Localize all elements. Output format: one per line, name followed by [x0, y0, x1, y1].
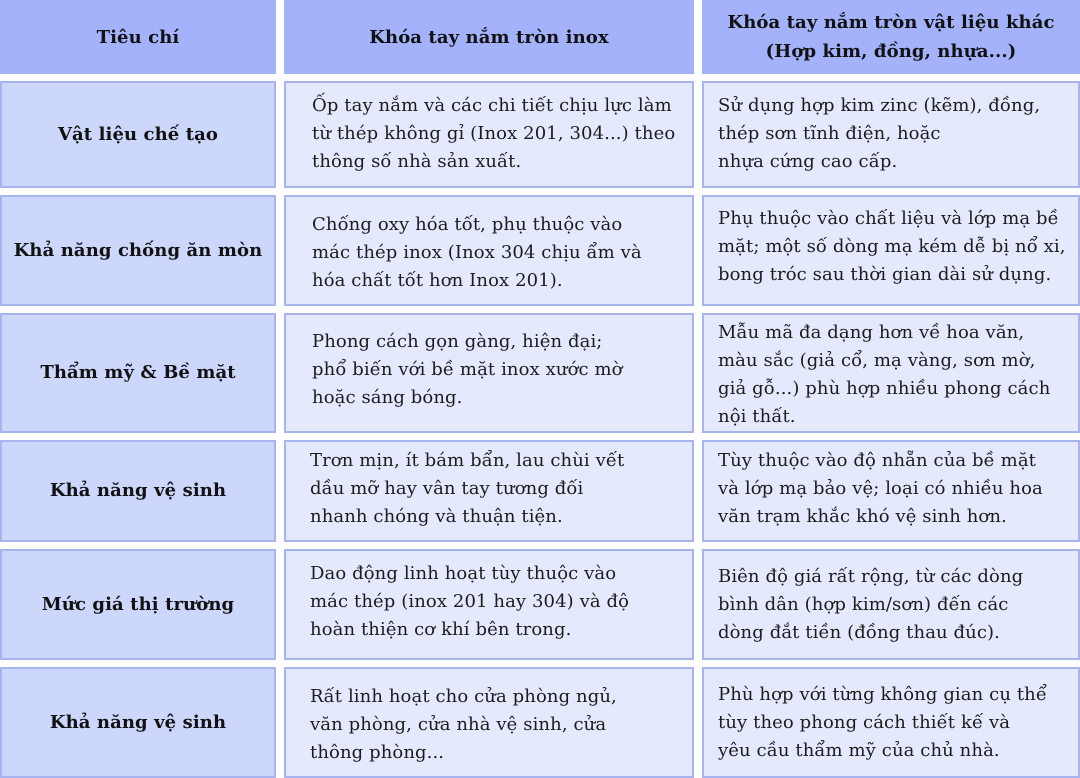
header-inox-label: Khóa tay nắm tròn inox: [369, 26, 609, 48]
header-other-label: Khóa tay nắm tròn vật liệu khác (Hợp kim, đồng, nhựa...): [727, 12, 1055, 62]
row-1-criterion: [0, 81, 276, 188]
row-2-criterion-label: Khả năng chống ăn mòn: [13, 239, 263, 261]
row-6-criterion: [0, 667, 276, 778]
row-5-criterion-label: Mức giá thị trường: [41, 593, 235, 615]
row-6-inox: Rất linh hoạt cho cửa phòng ngủ, văn phòng, cửa nhà vệ sinh, cửa thông phòng...: [284, 667, 694, 778]
row-6-other: Phù hợp với từng không gian cụ thể tùy theo phong cách thiết kế và yêu cầu thẩm mỹ của chủ nhà.: [702, 667, 1080, 778]
row-4-inox: Trơn mịn, ít bám bẩn, lau chùi vết dầu mỡ hay vân tay tương đối nhanh chóng và thuận tiện.: [284, 440, 694, 542]
row-3-criterion: [0, 313, 276, 433]
row-4-other: Tùy thuộc vào độ nhẵn của bề mặt và lớp mạ bảo vệ; loại có nhiều hoa văn trạm khắc khó vệ sinh hơn.: [702, 440, 1080, 542]
row-2-inox: Chống oxy hóa tốt, phụ thuộc vào mác thép inox (Inox 304 chịu ẩm và hóa chất tốt hơn Inox 201).: [284, 195, 694, 306]
row-5-other: Biên độ giá rất rộng, từ các dòng bình dân (hợp kim/sơn) đến các dòng đắt tiền (đồng thau đúc).: [702, 549, 1080, 660]
row-6-criterion-label: Khả năng vệ sinh: [49, 711, 227, 733]
row-4-criterion: [0, 440, 276, 542]
row-1-criterion-label: Vật liệu chế tạo: [57, 123, 219, 145]
row-1-inox: Ốp tay nắm và các chi tiết chịu lực làm từ thép không gỉ (Inox 201, 304...) theo thông số nhà sản xuất.: [284, 81, 694, 188]
header-other-materials: [702, 0, 1080, 74]
header-inox: [284, 0, 694, 74]
row-3-inox: Phong cách gọn gàng, hiện đại; phổ biến với bề mặt inox xước mờ hoặc sáng bóng.: [284, 313, 694, 433]
row-4-criterion-label: Khả năng vệ sinh: [49, 480, 227, 501]
row-3-other: Mẫu mã đa dạng hơn về hoa văn, màu sắc (giả cổ, mạ vàng, sơn mờ, giả gỗ...) phù hợp nhiều phong cách nội thất.: [702, 313, 1080, 433]
row-2-criterion: [0, 195, 276, 306]
row-5-inox: Dao động linh hoạt tùy thuộc vào mác thép (inox 201 hay 304) và độ hoàn thiện cơ khí bên trong.: [284, 549, 694, 660]
row-2-other: Phụ thuộc vào chất liệu và lớp mạ bề mặt; một số dòng mạ kém dễ bị nổ xi, bong tróc sau thời gian dài sử dụng.: [702, 195, 1080, 306]
row-5-criterion: [0, 549, 276, 660]
header-criterion: [0, 0, 276, 74]
row-1-other: Sử dụng hợp kim zinc (kẽm), đồng, thép sơn tĩnh điện, hoặc nhựa cứng cao cấp.: [702, 81, 1080, 188]
row-3-criterion-label: Thẩm mỹ & Bề mặt: [40, 362, 236, 383]
header-criterion-label: Tiêu chí: [96, 26, 180, 48]
